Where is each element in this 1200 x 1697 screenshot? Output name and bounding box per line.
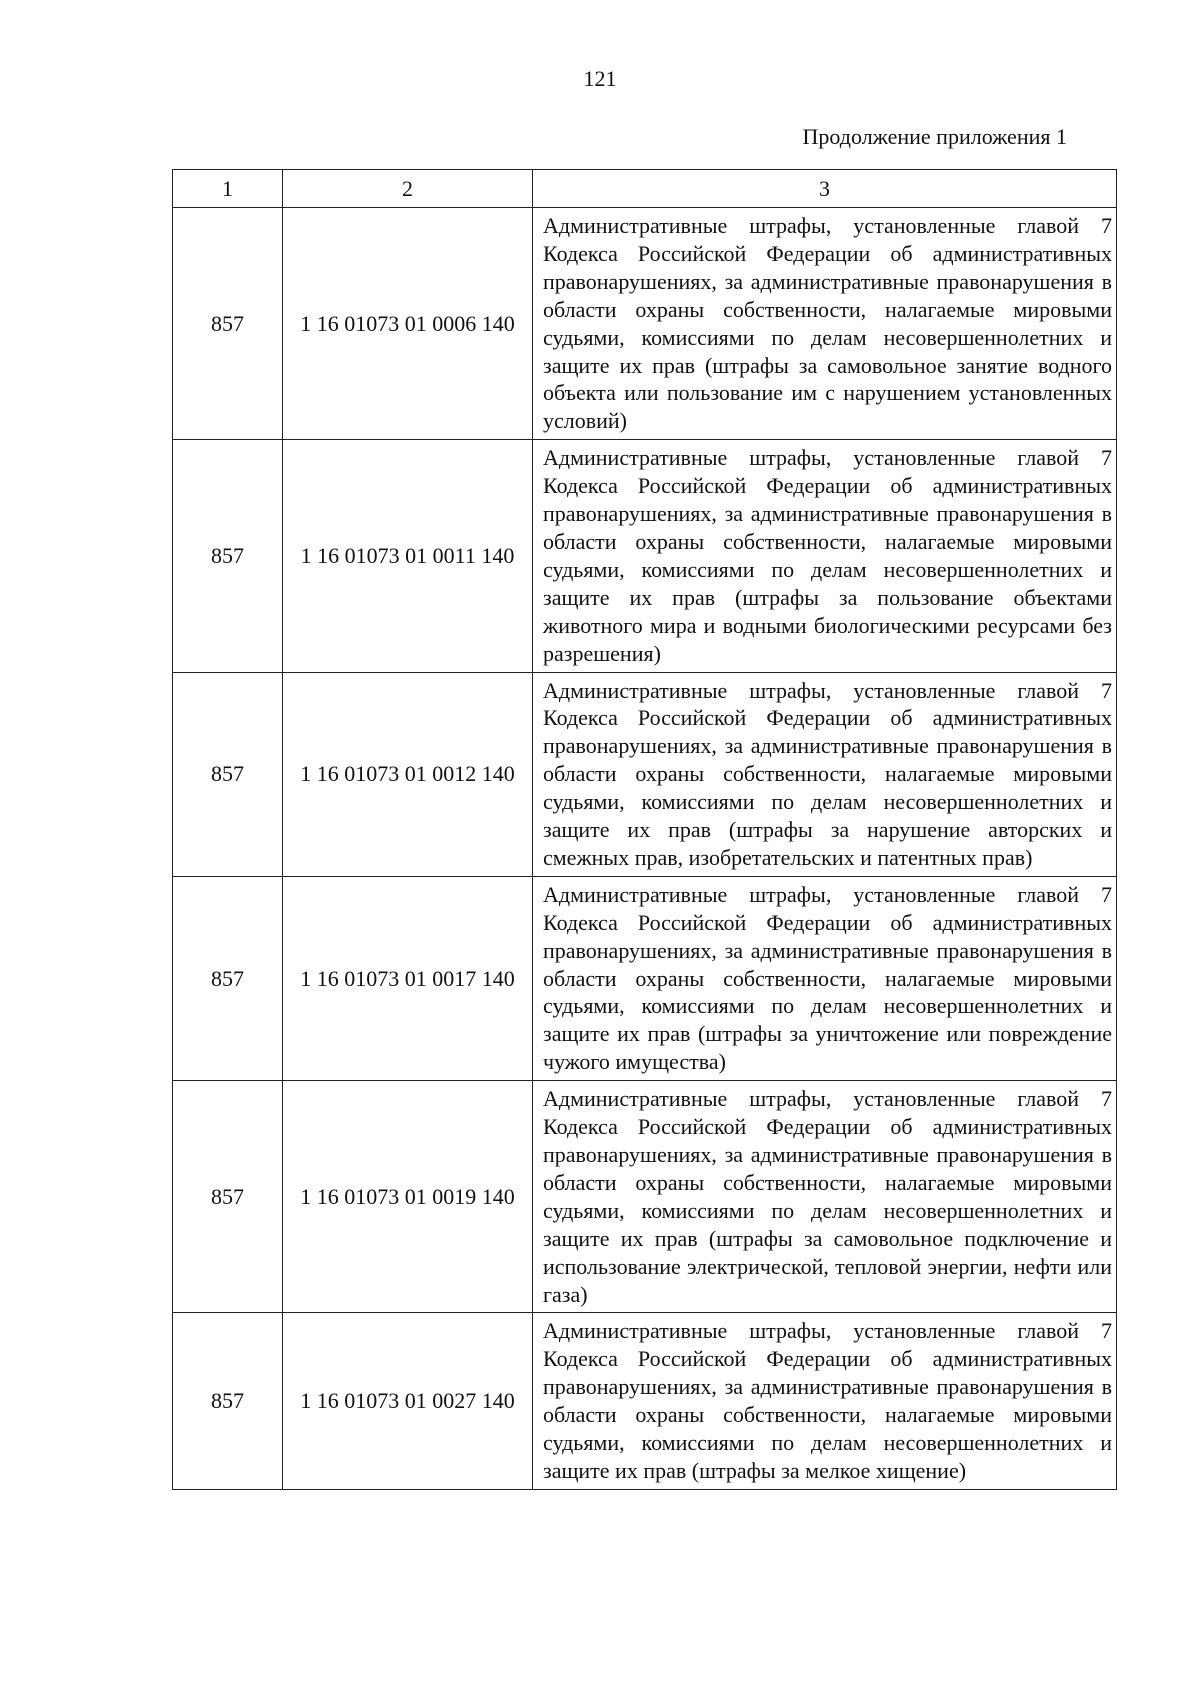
description-cell: Административные штрафы, установленные главой 7 Кодекса Российской Федерации об административных правонарушениях, за административные правонарушения в области охраны собственности, налагаемые мировыми судьями, комиссиями по делам несовершеннолетних и защите их прав (штрафы за нарушение авторских и смежных прав, изобретательских и патентных прав)	[533, 672, 1117, 876]
budget-code-cell: 1 16 01073 01 0017 140	[283, 876, 533, 1080]
table-row	[173, 440, 1117, 672]
description-cell: Административные штрафы, установленные главой 7 Кодекса Российской Федерации об административных правонарушениях, за административные правонарушения в области охраны собственности, налагаемые мировыми судьями, комиссиями по делам несовершеннолетних и защите их прав (штрафы за самовольное занятие водного объекта или пользование им с нарушением установленных условий)	[533, 208, 1117, 440]
column-header-3: 3	[533, 170, 1117, 208]
table-header-row	[173, 170, 1117, 208]
admin-code-cell: 857	[173, 1313, 283, 1489]
admin-code-cell: 857	[173, 440, 283, 672]
page-number: 121	[583, 66, 617, 91]
description-cell: Административные штрафы, установленные главой 7 Кодекса Российской Федерации об административных правонарушениях, за административные правонарушения в области охраны собственности, налагаемые мировыми судьями, комиссиями по делам несовершеннолетних и защите их прав (штрафы за пользование объектами животного мира и водными биологическими ресурсами без разрешения)	[533, 440, 1117, 672]
table-row	[173, 1081, 1117, 1313]
column-header-1: 1	[173, 170, 283, 208]
table-row	[173, 1313, 1117, 1489]
budget-code-cell: 1 16 01073 01 0011 140	[283, 440, 533, 672]
description-cell: Административные штрафы, установленные главой 7 Кодекса Российской Федерации об административных правонарушениях, за административные правонарушения в области охраны собственности, налагаемые мировыми судьями, комиссиями по делам несовершеннолетних и защите их прав (штрафы за самовольное подключение и использование электрической, тепловой энергии, нефти или газа)	[533, 1081, 1117, 1313]
budget-code-cell: 1 16 01073 01 0006 140	[283, 208, 533, 440]
fines-table	[172, 169, 1117, 1490]
description-cell: Административные штрафы, установленные главой 7 Кодекса Российской Федерации об административных правонарушениях, за административные правонарушения в области охраны собственности, налагаемые мировыми судьями, комиссиями по делам несовершеннолетних и защите их прав (штрафы за уничтожение или повреждение чужого имущества)	[533, 876, 1117, 1080]
table-row	[173, 876, 1117, 1080]
admin-code-cell: 857	[173, 208, 283, 440]
continuation-label: Продолжение приложения 1	[802, 124, 1067, 149]
budget-code-cell: 1 16 01073 01 0027 140	[283, 1313, 533, 1489]
budget-code-cell: 1 16 01073 01 0019 140	[283, 1081, 533, 1313]
column-header-2: 2	[283, 170, 533, 208]
admin-code-cell: 857	[173, 672, 283, 876]
admin-code-cell: 857	[173, 876, 283, 1080]
table-row	[173, 672, 1117, 876]
description-cell: Административные штрафы, установленные главой 7 Кодекса Российской Федерации об административных правонарушениях, за административные правонарушения в области охраны собственности, налагаемые мировыми судьями, комиссиями по делам несовершеннолетних и защите их прав (штрафы за мелкое хищение)	[533, 1313, 1117, 1489]
table-row	[173, 208, 1117, 440]
budget-code-cell: 1 16 01073 01 0012 140	[283, 672, 533, 876]
admin-code-cell: 857	[173, 1081, 283, 1313]
